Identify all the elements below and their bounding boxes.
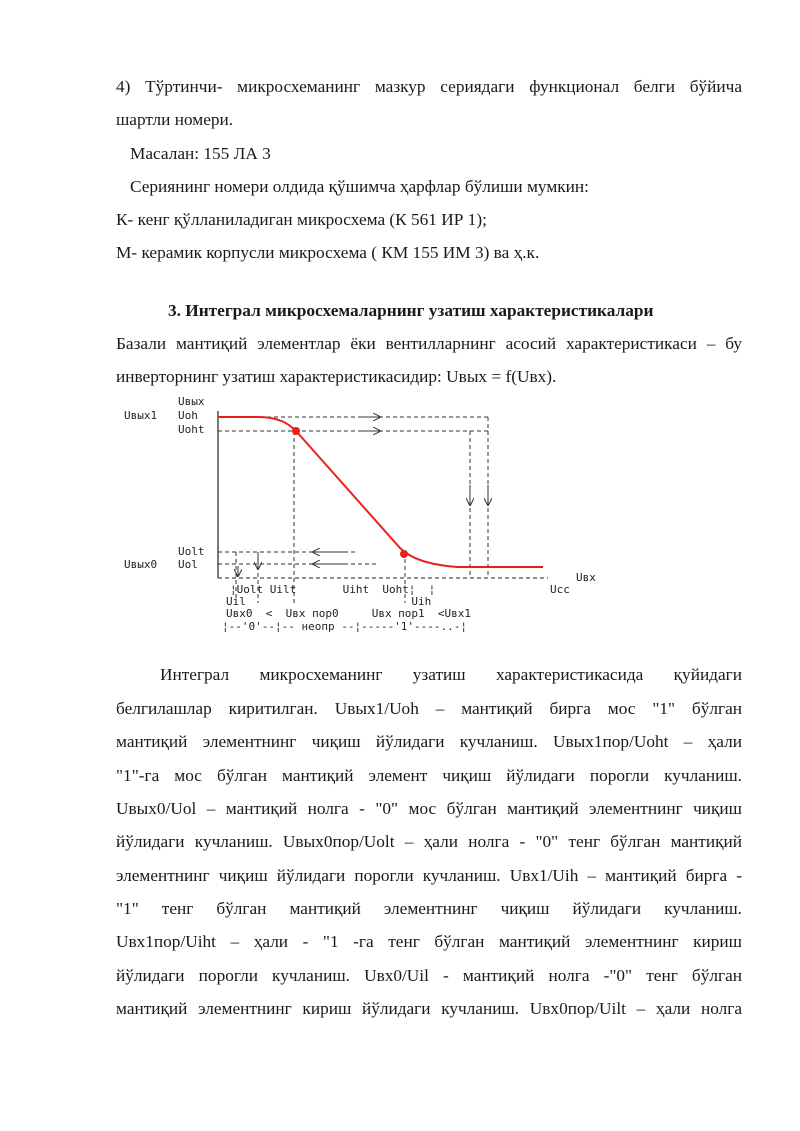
text-line: Сериянинг номери олдида қўшимча ҳарфлар бўлиши мумкин:	[130, 177, 589, 196]
text-line: йўлидаги порогли кучланиш. Uвх0/Uil - мантиқий нолга -"0" тенг бўлган	[116, 966, 742, 985]
label-uol: Uol	[178, 558, 198, 571]
label-uoht: Uoht	[178, 423, 205, 436]
bottom-labels-row2: Uil Uih	[226, 595, 432, 608]
label-uolt: Uolt	[178, 545, 205, 558]
bottom-labels-row3: Uвх0 < Uвх пор0 Uвх пор1 <Uвх1	[226, 607, 472, 620]
section-heading: 3. Интеграл микросхемаларнинг узатиш характеристикалари	[168, 301, 654, 320]
text-line: йўлидаги кучланиш. Uвых0пор/Uolt – ҳали нолга - "0" тенг бўлган мантиқий	[116, 832, 742, 851]
text-line: элементнинг чиқиш йўлидаги порогли кучланиш. Uвх1/Uih – мантиқий бирга -	[116, 866, 742, 885]
bottom-labels-row4: ¦--'0'--¦-- неопр --¦-----'1'----..-¦	[222, 620, 468, 633]
text-line: мантиқий элементнинг чиқиш йўлидаги кучланиш. Uвых1пор/Uoht – ҳали	[116, 732, 742, 751]
bottom-labels-row1: ¦Uolt Uilt Uiht Uoht¦ ¦	[230, 583, 436, 596]
text-line: "1"-га мос бўлган мантиқий элемент чиқиш йўлидаги порогли кучланиш.	[116, 766, 742, 785]
text-line: К- кенг қўлланиладиган микросхема (К 561 ИР 1);	[116, 210, 487, 229]
threshold-point-high	[292, 427, 300, 435]
text-line: "1" тенг бўлган мантиқий элементнинг чиқиш йўлидаги кучланиш.	[116, 899, 742, 918]
text-line: 4) Тўртинчи- микросхеманинг мазкур сериядаги функционал белги бўйича	[116, 77, 742, 96]
text-line: мантиқий элементнинг кириш йўлидаги кучланиш. Uвх0пор/Uilt – ҳали нолга	[116, 999, 742, 1018]
label-uvyx0: Uвых0	[124, 558, 158, 571]
label-ucc: Ucc	[550, 583, 570, 596]
text-line: Масалан: 155 ЛА 3	[130, 144, 271, 163]
label-uvyx1: Uвых1	[124, 409, 158, 422]
text-line: М- керамик корпусли микросхема ( КМ 155 ИМ 3) ва ҳ.к.	[116, 243, 540, 262]
y-axis-label: Uвых	[178, 395, 205, 408]
text-line: белгилашлар киритилган. Uвых1/Uoh – мантиқий бирга мос "1" бўлган	[116, 699, 742, 718]
x-axis-label: Uвх	[576, 571, 596, 584]
threshold-point-low	[400, 550, 408, 558]
text-line: шартли номери.	[116, 110, 234, 129]
text-line: Базали мантиқий элементлар ёки вентилларнинг асосий характеристикаси – бу	[116, 334, 742, 353]
transfer-characteristic-diagram	[118, 393, 618, 638]
transfer-curve	[218, 417, 543, 567]
text-line: Uвых0/Uol – мантиқий нолга - "0" мос бўлган мантиқий элементнинг чиқиш	[116, 799, 742, 818]
text-line: Интеграл микросхеманинг узатиш характеристикасида қуйидаги	[160, 665, 742, 684]
text-line: Uвх1пор/Uiht – ҳали - "1 -га тенг бўлган мантиқий элементнинг кириш	[116, 932, 742, 951]
label-uoh: Uoh	[178, 409, 198, 422]
text-line: инверторнинг узатиш характеристикасидир: Uвых = f(Uвх).	[116, 367, 557, 386]
